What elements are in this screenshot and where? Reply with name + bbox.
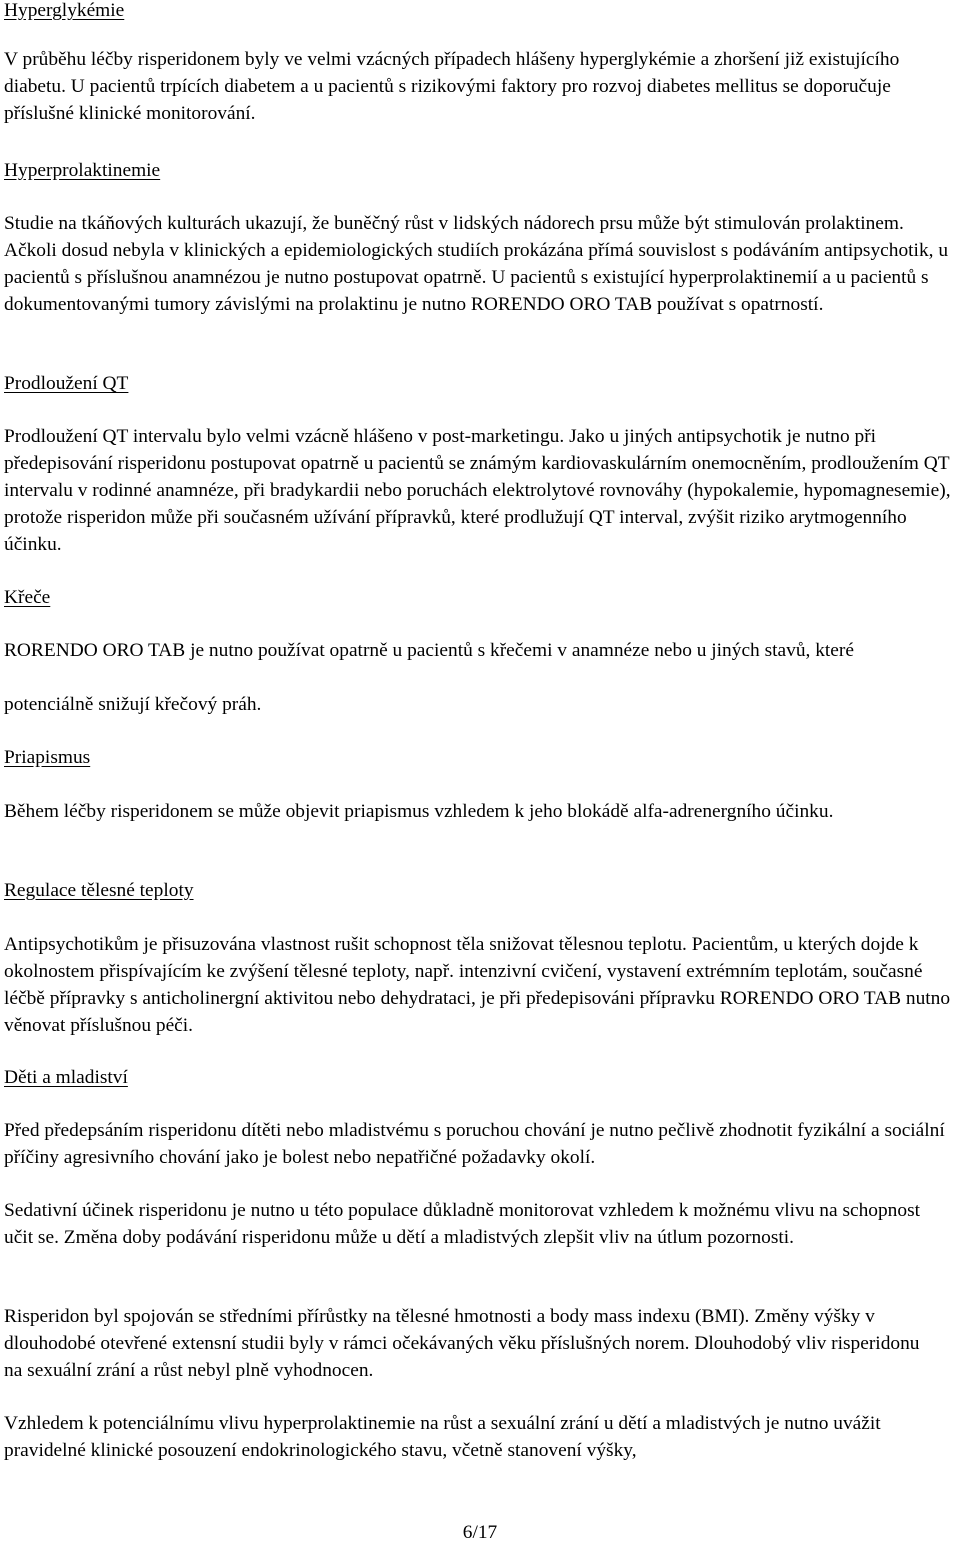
section-heading-priapismus: Priapismus <box>4 747 91 768</box>
paragraph-hyperprolaktinemie: Studie na tkáňových kulturách ukazují, že buněčný růst v lidských nádorech prsu může být stimulován prolaktinem. Ačkoli dosud nebyla v klinických a epidemiologických studiích prokázána přímá souvislost s podáváním antipsychotik, u pacientů s příslušnou anamnézou je nutno postupovat opatrně. U pacientů s existující hyperprolaktinemií a u pacientů s dokumentovanými tumory závislými na prolaktinu je nutno RORENDO ORO TAB používat s opatrností. <box>4 213 949 315</box>
paragraph-priapismus: Během léčby risperidonem se může objevit priapismus vzhledem k jeho blokádě alfa-adrenergního účinku. <box>4 801 834 822</box>
section-heading-prodlouzeni-qt: Prodloužení QT <box>4 373 129 394</box>
paragraph-deti-3: Risperidon byl spojován se středními přírůstky na tělesné hmotnosti a body mass indexu (BMI). Změny výšky v dlouhodobé otevřené extensní studii byly v rámci očekávaných věku příslušných norem. Dlouhodobý vliv risperidonu na sexuální zrání a růst nebyl plně vyhodnocen. <box>4 1306 920 1381</box>
section-heading-krece: Křeče <box>4 587 51 608</box>
paragraph-krece-continued: potenciálně snižují křečový práh. <box>4 694 262 715</box>
section-heading-deti-a-mladistvi: Děti a mladiství <box>4 1067 128 1088</box>
paragraph-krece: RORENDO ORO TAB je nutno používat opatrně u pacientů s křečemi v anamnéze nebo u jiných stavů, které <box>4 640 854 661</box>
paragraph-deti-4: Vzhledem k potenciálnímu vlivu hyperprolaktinemie na růst a sexuální zrání u dětí a mladistvých je nutno uvážit pravidelné klinické posouzení endokrinologického stavu, včetně stanovení výšky, <box>4 1413 881 1461</box>
paragraph-deti-2: Sedativní účinek risperidonu je nutno u této populace důkladně monitorovat vzhledem k možnému vlivu na schopnost učit se. Změna doby podávání risperidonu může u dětí a mladistvých zlepšit vliv na útlum pozornosti. <box>4 1200 921 1248</box>
section-heading-hyperglykemie: Hyperglykémie <box>4 0 125 21</box>
paragraph-deti-1: Před předepsáním risperidonu dítěti nebo mladistvému s poruchou chování je nutno pečlivě zhodnotit fyzikální a sociální příčiny agresivního chování jako je bolest nebo nepatřičné požadavky okolí. <box>4 1120 945 1168</box>
paragraph-regulace-telesne-teploty: Antipsychotikům je přisuzována vlastnost rušit schopnost těla snižovat tělesnou teplotu. Pacientům, u kterých dojde k okolnostem přispívajícím ke zvýšení tělesné teploty, např. intenzivní cvičení, vystavení extrémním teplotám, současné léčbě přípravky s anticholinergní aktivitou nebo dehydrataci, je při předepisováni přípravku RORENDO ORO TAB nutno věnovat příslušnou péči. <box>4 934 951 1036</box>
section-heading-hyperprolaktinemie: Hyperprolaktinemie <box>4 160 161 181</box>
paragraph-hyperglykemie: V průběhu léčby risperidonem byly ve velmi vzácných případech hlášeny hyperglykémie a zhoršení již existujícího diabetu. U pacientů trpících diabetem a u pacientů s rizikovými faktory pro rozvoj diabetes mellitus se doporučuje příslušné klinické monitorování. <box>4 49 900 124</box>
section-heading-regulace-telesne-teploty: Regulace tělesné teploty <box>4 880 194 901</box>
paragraph-prodlouzeni-qt: Prodloužení QT intervalu bylo velmi vzácně hlášeno v post-marketingu. Jako u jiných antipsychotik je nutno při předepisování risperidonu postupovat opatrně u pacientů se známým kardiovaskulárním onemocněním, prodloužením QT intervalu v rodinné anamnéze, při bradykardii nebo poruchách elektrolytové rovnováhy (hypokalemie, hypomagnesemie), protože risperidon může při současném užívání přípravků, které prodlužují QT interval, zvýšit riziko arytmogenního účinku. <box>4 426 951 555</box>
page-number: 6/17 <box>462 1522 498 1543</box>
